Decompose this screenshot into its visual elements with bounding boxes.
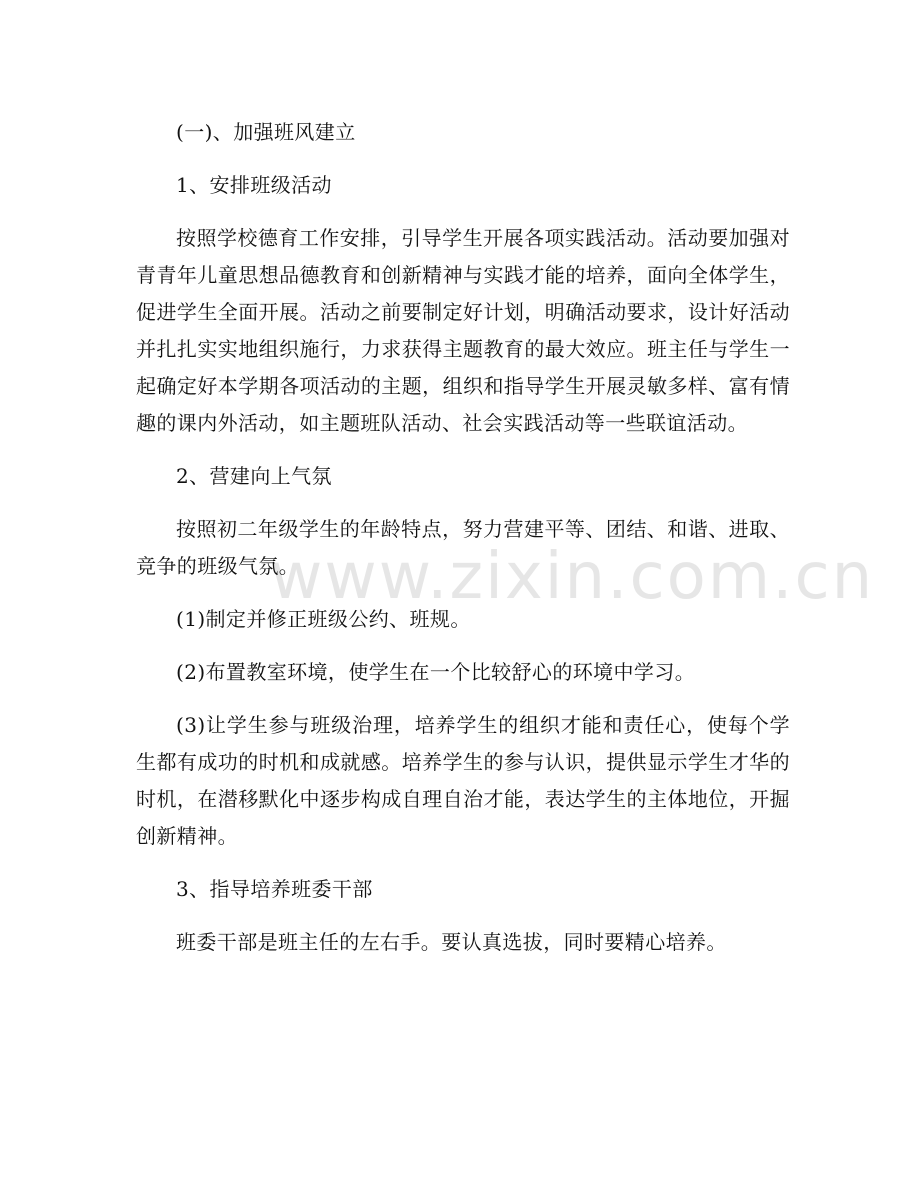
- body-paragraph: 班委干部是班主任的左右手。要认真选拔，同时要精心培养。: [176, 930, 727, 954]
- body-paragraph: 按照学校德育工作安排，引导学生开展各项实践活动。活动要加强对青青年儿童思想品德教育和创新精神与实践才能的培养，面向全体学生，促进学生全面开展。活动之前要制定好计划，明确活动要求，设计好活动并扎扎实实地组织施行，力求获得主题教育的最大效应。班主任与学生一起确定好本学期各项活动的主题，组织和指导学生开展灵敏多样、富有情趣的课内外活动，如主题班队活动、社会实践活动等一些联谊活动。: [136, 226, 790, 435]
- watermark: www.zixin.com.cn: [270, 540, 875, 614]
- body-paragraph: 按照初二年级学生的年龄特点，努力营建平等、团结、和谐、进取、竞争的班级气氛。: [136, 517, 790, 578]
- list-item-3: (3)让学生参与班级治理，培养学生的组织才能和责任心，使每个学生都有成功的时机和成就感。培养学生的参与认识，提供显示学生才华的时机，在潜移默化中逐步构成自理自治才能，表达学生的主体地位，开掘创新精神。: [136, 713, 790, 848]
- section-heading: (一)、加强班风建立: [176, 120, 356, 144]
- subsection-heading-3: 3、指导培养班委干部: [176, 877, 373, 901]
- list-item-2: (2)布置教室环境，使学生在一个比较舒心的环境中学习。: [176, 660, 696, 684]
- subsection-heading-1: 1、安排班级活动: [176, 173, 332, 197]
- subsection-heading-2: 2、营建向上气氛: [176, 464, 332, 488]
- document-body: [136, 114, 790, 977]
- list-item-1: (1)制定并修正班级公约、班规。: [176, 607, 471, 631]
